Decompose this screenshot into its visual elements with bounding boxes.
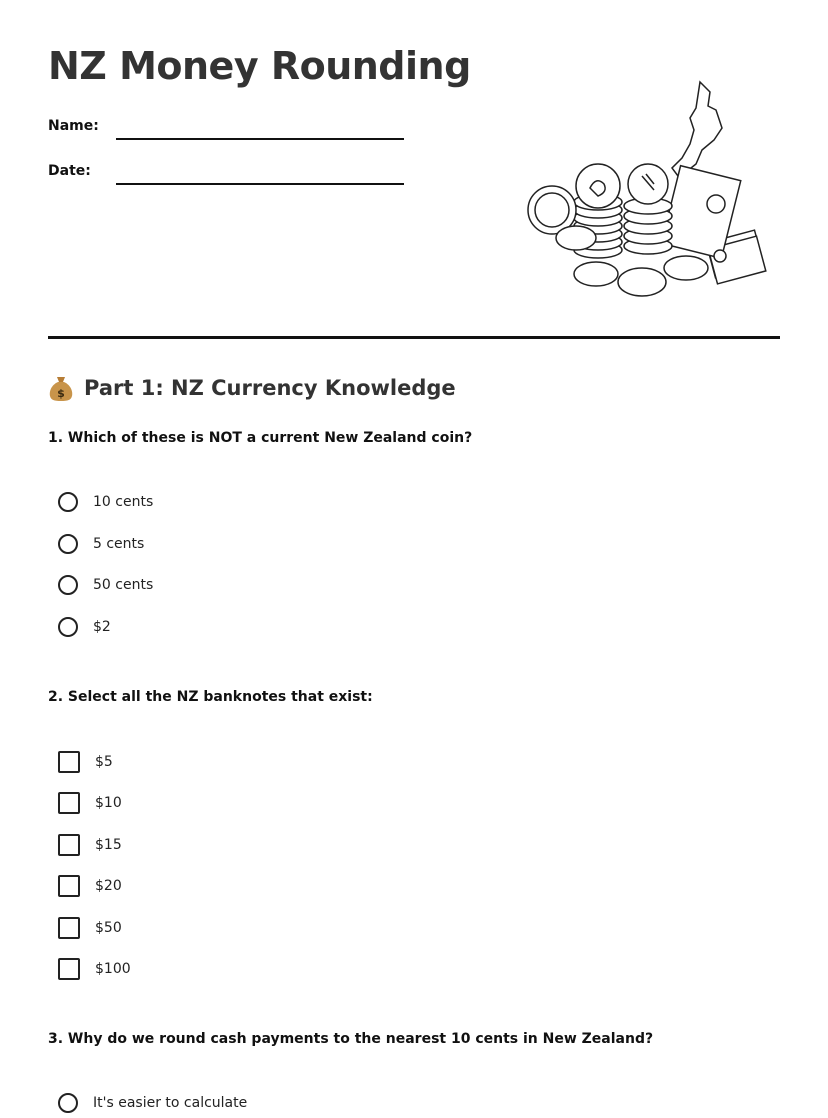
checkbox[interactable] — [58, 834, 80, 856]
coin-stack-right — [624, 164, 672, 254]
q2-option-6[interactable]: $100 — [58, 958, 131, 980]
radio-button[interactable] — [58, 617, 78, 637]
q1-option-1[interactable]: 10 cents — [58, 492, 153, 512]
question-3: 3. Why do we round cash payments to the nearest 10 cents in New Zealand? — [48, 1031, 654, 1047]
checkbox[interactable] — [58, 792, 80, 814]
q2-option-1[interactable]: $5 — [58, 751, 113, 773]
nz-map-shape — [672, 82, 722, 176]
checkbox[interactable] — [58, 875, 80, 897]
q1-option-4[interactable]: $2 — [58, 617, 111, 637]
radio-button[interactable] — [58, 492, 78, 512]
question-2: 2. Select all the NZ banknotes that exist: — [48, 689, 373, 705]
date-field[interactable] — [116, 183, 404, 185]
checkbox[interactable] — [58, 958, 80, 980]
money-bag-icon — [48, 374, 74, 402]
radio-button[interactable] — [58, 1093, 78, 1113]
q1-option-3[interactable]: 50 cents — [58, 575, 153, 595]
checkbox[interactable] — [58, 917, 80, 939]
name-field[interactable] — [116, 138, 404, 140]
radio-button[interactable] — [58, 534, 78, 554]
q2-option-2[interactable]: $10 — [58, 792, 122, 814]
q2-option-3[interactable]: $15 — [58, 834, 122, 856]
q3-option-1[interactable]: It's easier to calculate — [58, 1093, 247, 1113]
svg-text:$: $ — [57, 387, 65, 400]
checkbox[interactable] — [58, 751, 80, 773]
part1-heading — [48, 374, 456, 402]
nz-money-illustration — [520, 76, 770, 306]
part1-title: Part 1: NZ Currency Knowledge — [84, 376, 456, 400]
q2-option-5[interactable]: $50 — [58, 917, 122, 939]
q1-option-2[interactable]: 5 cents — [58, 534, 144, 554]
name-label: Name: — [48, 118, 99, 134]
q2-option-4[interactable]: $20 — [58, 875, 122, 897]
divider — [48, 336, 780, 339]
question-1: 1. Which of these is NOT a current New Zealand coin? — [48, 430, 473, 446]
worksheet-title: NZ Money Rounding — [48, 44, 471, 88]
radio-button[interactable] — [58, 575, 78, 595]
date-label: Date: — [48, 163, 91, 179]
